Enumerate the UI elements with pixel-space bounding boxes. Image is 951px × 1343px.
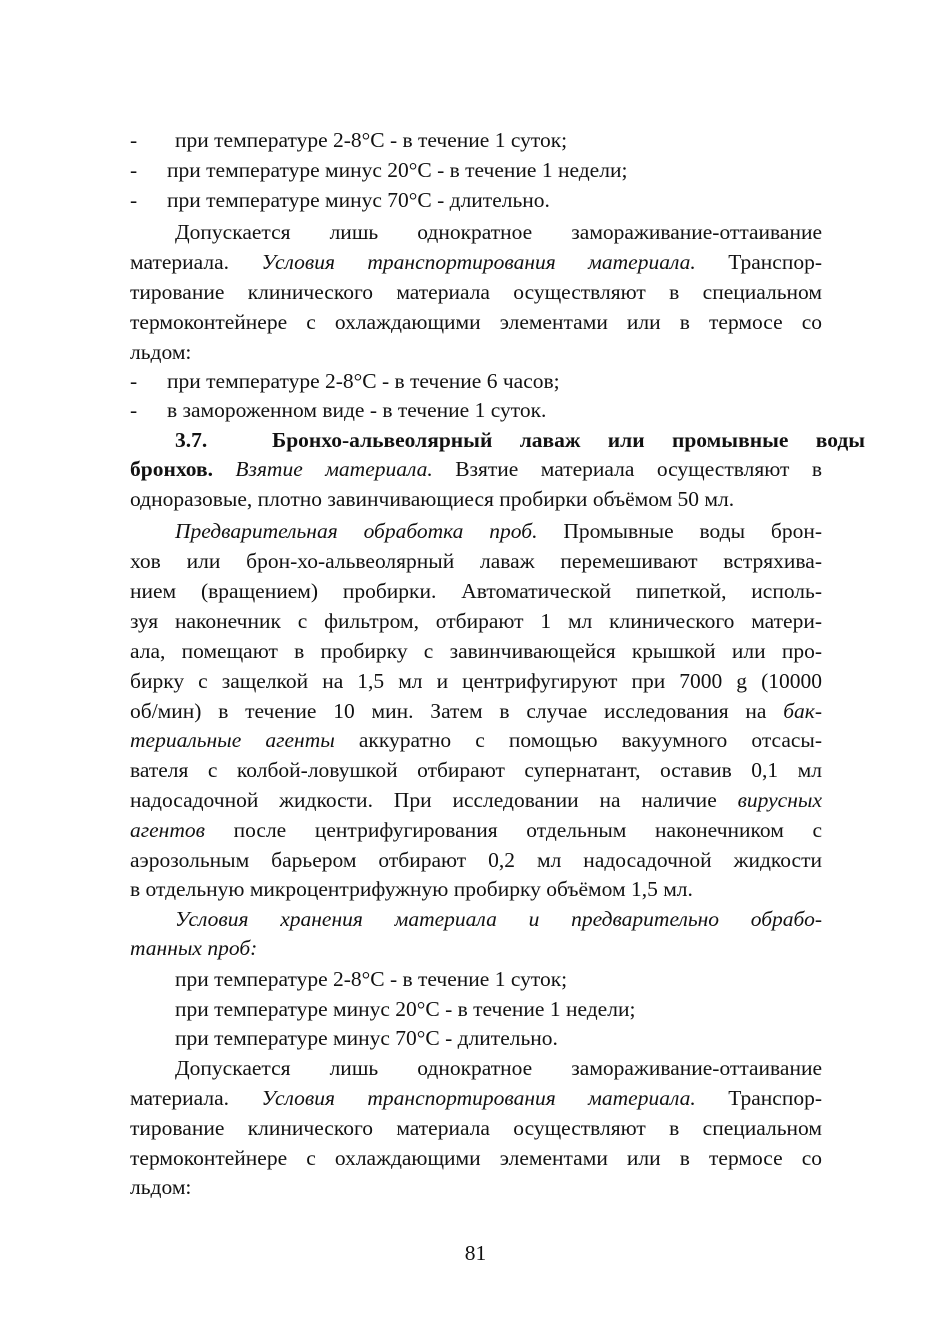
list-item: при температуре 2-8°С - в течение 1 суток; (175, 128, 568, 152)
page-number: 81 (464, 1241, 487, 1265)
paragraph-line: хов или брон-хо-альвеолярный лаваж перемешивают встряхива- (130, 549, 822, 573)
paragraph-line: льдом: (130, 340, 192, 364)
paragraph-line: Предварительная обработка проб. Промывные воды брон- (175, 519, 823, 543)
paragraph-line: териальные агенты аккуратно с помощью вакуумного отсасы- (130, 728, 823, 752)
paragraph-line: материала. Условия транспортирования материала. Транспор- (130, 1086, 823, 1110)
paragraph-line: Допускается лишь однократное замораживание-оттаивание (175, 1056, 822, 1080)
paragraph-line: нием (вращением) пробирки. Автоматической пипеткой, исполь- (130, 579, 822, 603)
paragraph-line: материала. Условия транспортирования материала. Транспор- (130, 250, 823, 274)
paragraph-line: ала, помещают в пробирку с завинчивающейся крышкой или про- (130, 639, 822, 663)
list-item: при температуре минус 70°С - длительно. (175, 1026, 558, 1050)
list-item: при температуре минус 70°С - длительно. (167, 188, 550, 212)
list-item-marker: - (130, 398, 138, 422)
paragraph-line: одноразовые, плотно завинчивающиеся пробирки объёмом 50 мл. (130, 487, 735, 511)
section-title: Бронхо-альвеолярный лаваж или промывные воды (272, 428, 865, 452)
paragraph-line: надосадочной жидкости. При исследовании на наличие вирусных (130, 788, 822, 812)
paragraph-line: аэрозольным барьером отбирают 0,2 мл надосадочной жидкости (130, 848, 822, 872)
section-number: 3.7. (175, 428, 208, 452)
list-item-marker: - (130, 128, 138, 152)
list-item: при температуре 2-8°С - в течение 1 суток; (175, 967, 568, 991)
paragraph-line: бронхов. Взятие материала. Взятие материала осуществляют в (130, 457, 822, 481)
paragraph-line: тирование клинического материала осуществляют в специальном (130, 1116, 822, 1140)
list-item: при температуре минус 20°С - в течение 1 недели; (175, 997, 636, 1021)
list-item: при температуре 2-8°С - в течение 6 часов; (167, 369, 560, 393)
paragraph-line: об/мин) в течение 10 мин. Затем в случае исследования на бак- (130, 699, 822, 723)
paragraph-line: в отдельную микроцентрифужную пробирку объёмом 1,5 мл. (130, 877, 693, 901)
paragraph-line: агентов после центрифугирования отдельным наконечником с (130, 818, 822, 842)
paragraph-line: термоконтейнере с охлаждающими элементами или в термосе со (130, 310, 822, 334)
paragraph-line: термоконтейнере с охлаждающими элементами или в термосе со (130, 1146, 822, 1170)
paragraph-line: Допускается лишь однократное замораживание-оттаивание (175, 220, 822, 244)
list-item-marker: - (130, 369, 138, 393)
paragraph-line: тирование клинического материала осуществляют в специальном (130, 280, 822, 304)
paragraph-line: вателя с колбой-ловушкой отбирают супернатант, оставив 0,1 мл (130, 758, 822, 782)
paragraph-line: бирку с защелкой на 1,5 мл и центрифугируют при 7000 g (10000 (130, 669, 822, 693)
paragraph-line: зуя наконечник с фильтром, отбирают 1 мл клинического матери- (130, 609, 822, 633)
list-item-marker: - (130, 158, 138, 182)
list-item: при температуре минус 20°С - в течение 1 недели; (167, 158, 628, 182)
paragraph-line: танных проб: (130, 936, 258, 960)
paragraph-line: Условия хранения материала и предварительно обрабо- (175, 907, 822, 931)
list-item-marker: - (130, 188, 138, 212)
paragraph-line: льдом: (130, 1175, 192, 1199)
list-item: в замороженном виде - в течение 1 суток. (167, 398, 547, 422)
